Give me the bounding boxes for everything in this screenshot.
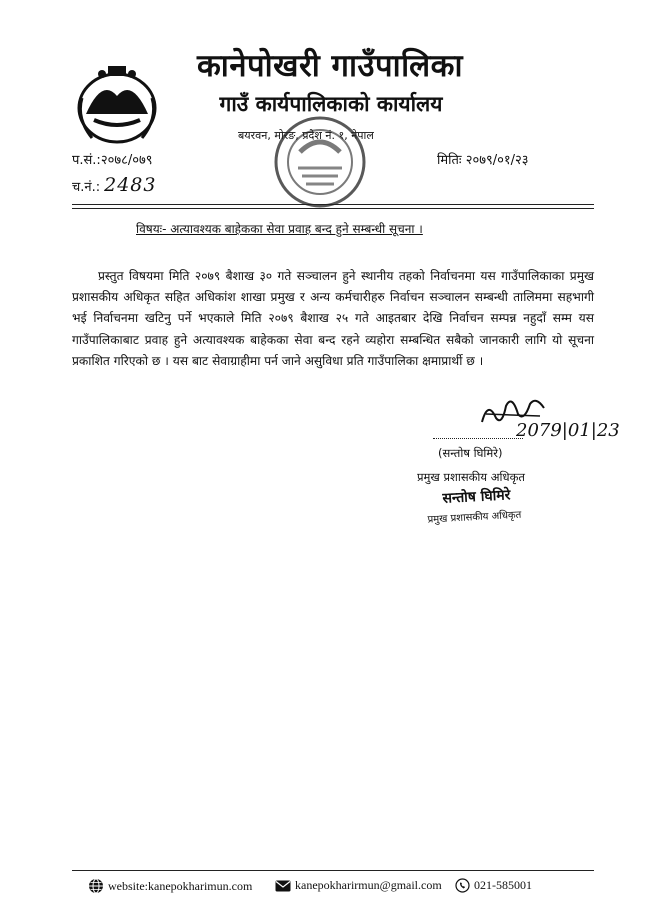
notice-body: प्रस्तुत विषयमा मिति २०७९ बैशाख ३० गते सञ्चालन हुने स्थानीय तहको निर्वाचनमा यस गाउँपालिकाका प्रमुख प्रशासकीय अधिकृत सहित अधिकांश शाखा प्रमुख र अन्य कर्मचारीहरु निर्वाचन सञ्चालन सम्बन्धी तालिममा सहभागी भई निर्वाचनमा खटिनु पर्ने भएकाले मिति २०७९ बैशाख २५ गते आइतबार देखि निर्वाचन सम्पन्न नहुदाँ सम्म यस गाउँपालिकाबाट प्रवाह हुने अत्यावश्यक बाहेकका सेवा बन्द रहने व्यहोरा सम्बन्धित सबैको जानकारी लागि यो सूचना प्रकाशित गरिएको छ । यस बाट सेवाग्राहीमा पर्न जाने असुविधा प्रति गाउँपालिका क्षमाप्रार्थी छ । (72, 269, 594, 368)
nepal-emblem-icon (72, 58, 162, 148)
signature-line (433, 438, 523, 439)
signatory-title: प्रमुख प्रशासकीय अधिकृत (417, 470, 525, 484)
ref-label: प.सं.: (72, 153, 101, 168)
dispatch-value: 2483 (104, 174, 157, 196)
phone-text[interactable]: 021-585001 (474, 878, 532, 892)
subject-line: विषयः- अत्यावश्यक बाहेकका सेवा प्रवाह बन्द हुने सम्बन्धी सूचना । (136, 222, 423, 236)
envelope-icon (275, 879, 291, 893)
date-value: २०७९/०१/२३ (465, 153, 529, 168)
signatory-name: (सन्तोष घिमिरे) (438, 446, 503, 460)
dispatch-label: च.नं.: (72, 180, 101, 195)
email-text[interactable]: kanepokharirmun@gmail.com (295, 878, 442, 892)
signature-date: 2079|01|23 (516, 420, 620, 441)
footer-website[interactable] (88, 878, 252, 894)
footer-email[interactable] (275, 878, 442, 893)
letter-date (437, 150, 529, 168)
name-stamp (420, 483, 552, 534)
footer-divider (72, 870, 594, 871)
globe-icon (88, 878, 104, 894)
header-divider-2 (72, 208, 594, 209)
reference-number (72, 150, 153, 168)
date-label: मितिः (437, 153, 462, 168)
ref-value: २०७८/०७९ (100, 153, 153, 168)
phone-icon (455, 878, 470, 893)
office-name: गाउँ कार्यपालिकाको कार्यालय (219, 92, 443, 116)
office-address: बयरवन, मोरङ, प्रदेश नं. १, नेपाल (238, 129, 374, 142)
stamp-name: सन्तोष घिमिरे (442, 487, 511, 507)
dispatch-number (72, 174, 156, 196)
website-text[interactable]: website:kanepokharimun.com (108, 878, 253, 893)
footer-phone[interactable] (455, 878, 532, 893)
official-seal-icon (270, 112, 370, 212)
organization-name: कानेपोखरी गाउँपालिका (196, 48, 464, 84)
header-divider (72, 204, 594, 205)
stamp-title: प्रमुख प्रशासकीय अधिकृत (427, 509, 522, 526)
